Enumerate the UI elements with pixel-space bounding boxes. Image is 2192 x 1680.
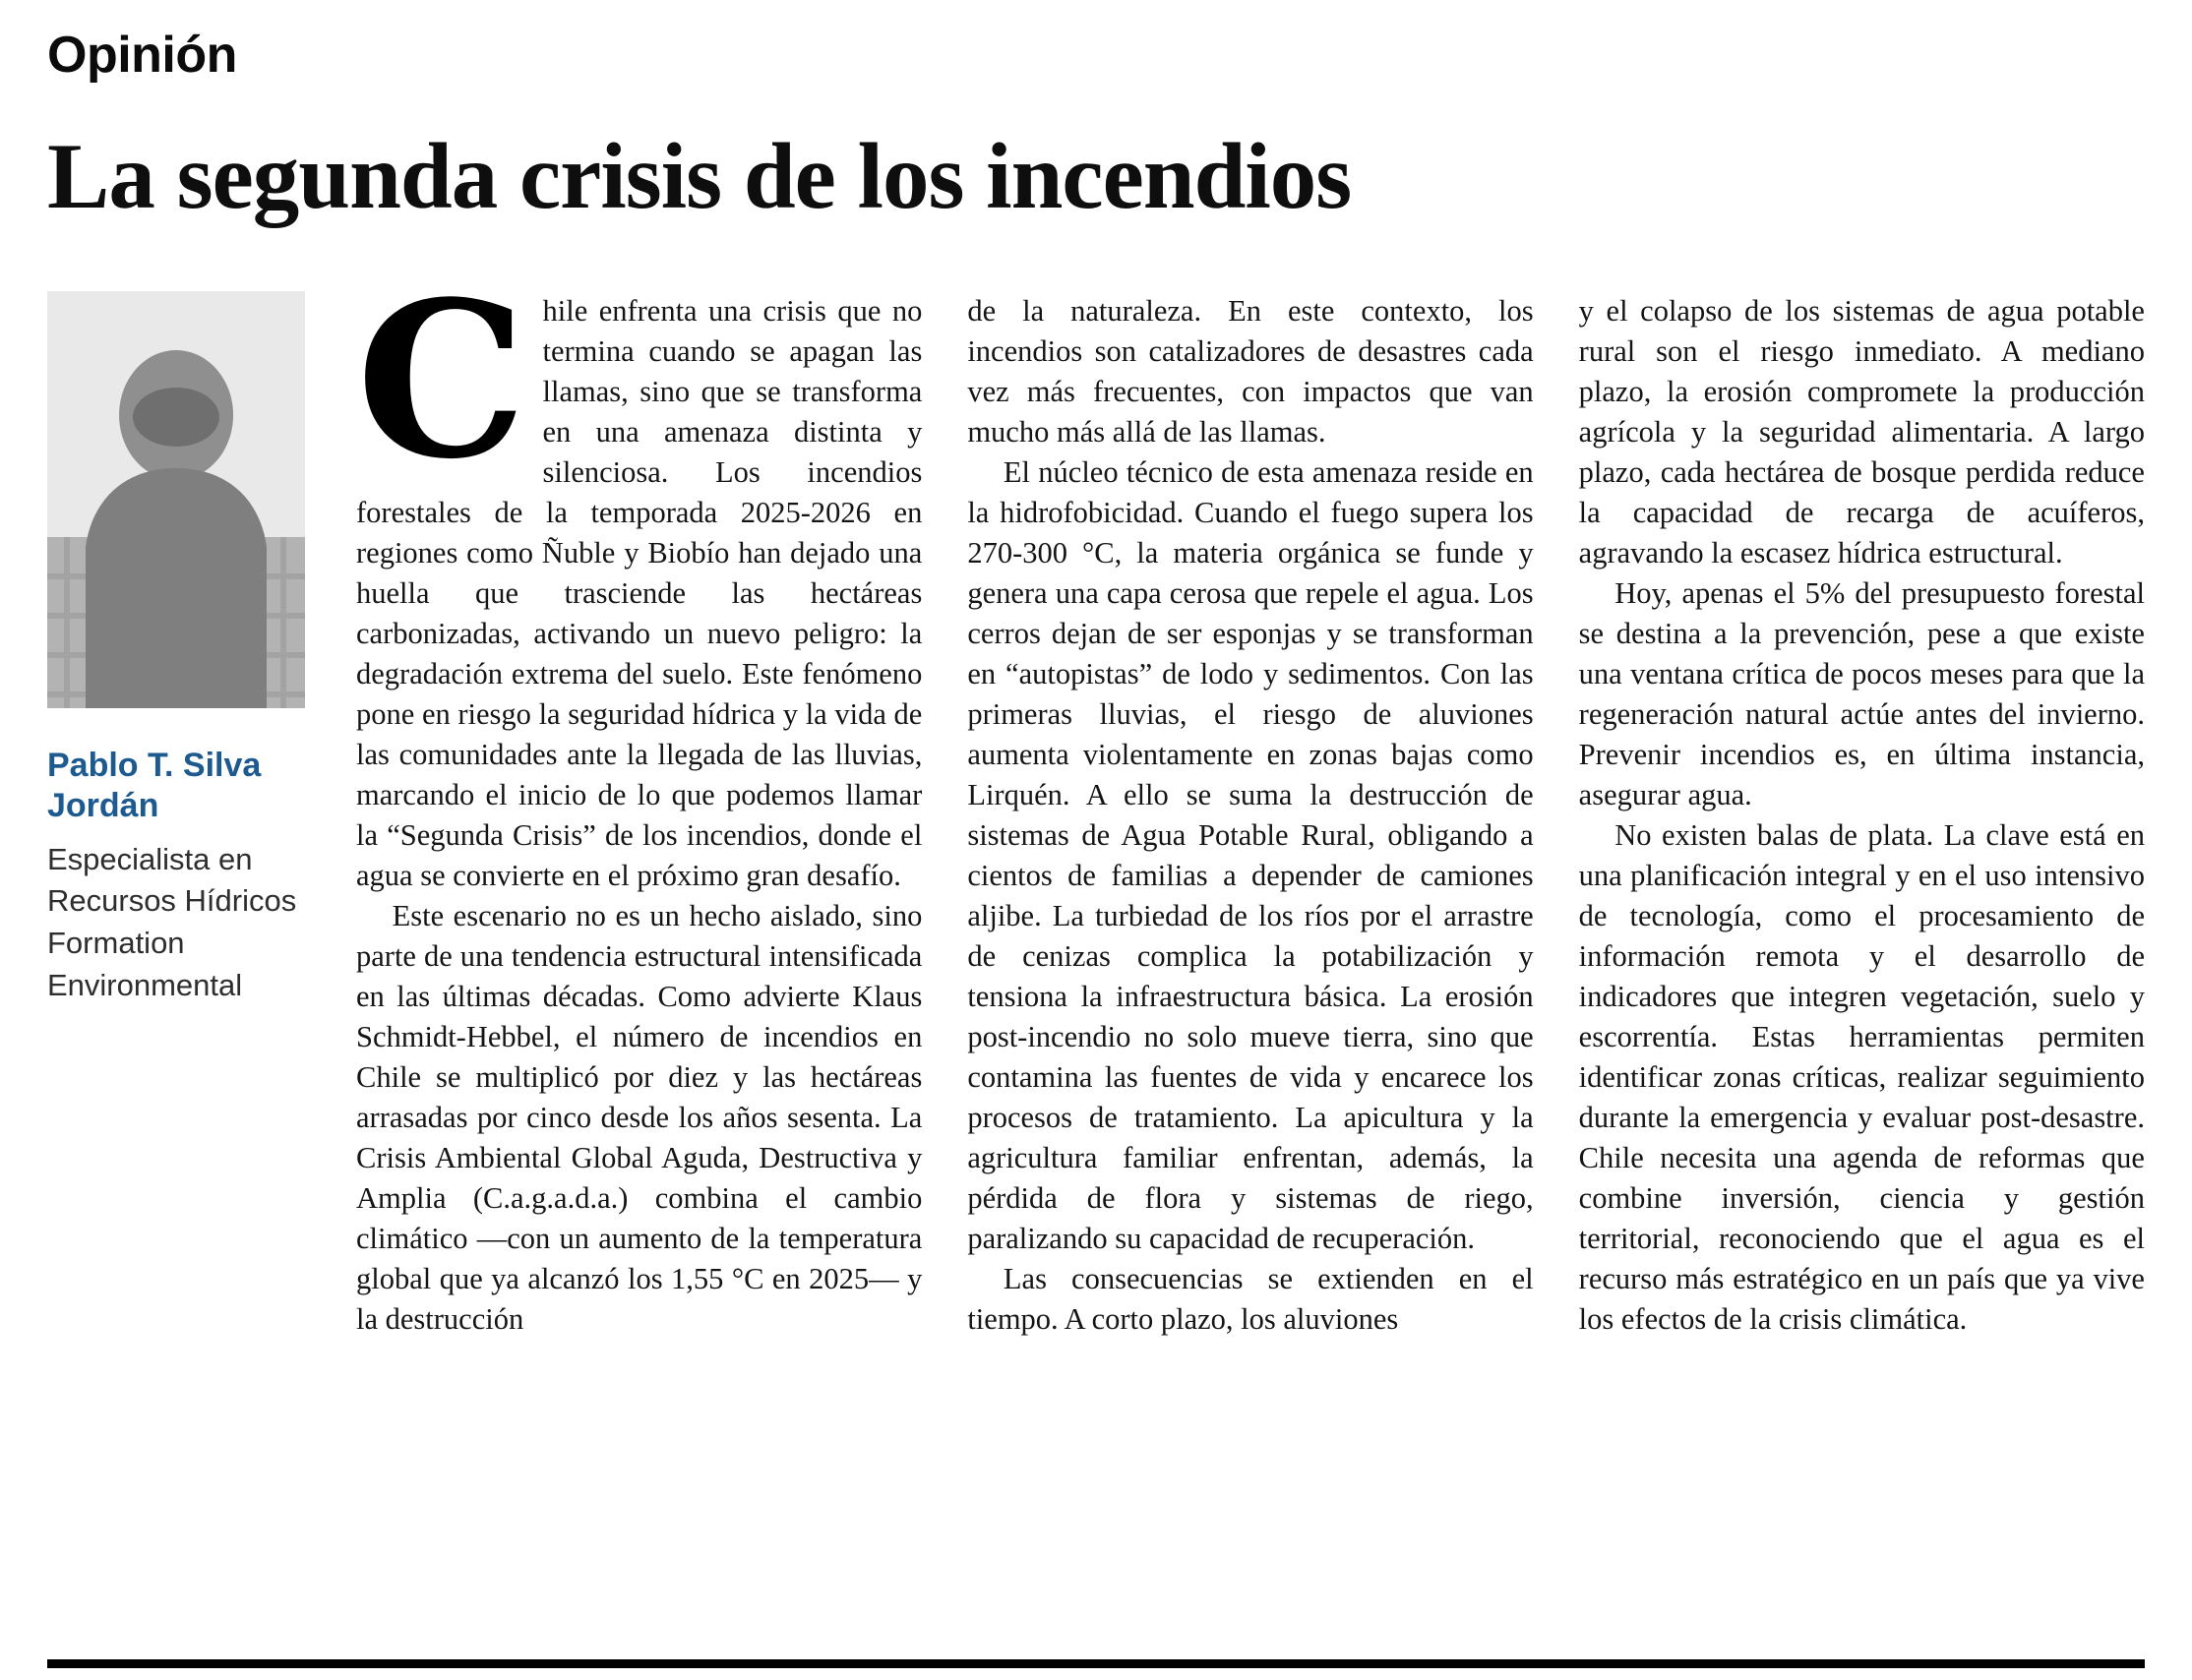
paragraph: Hoy, apenas el 5% del presupuesto forestal se destina a la prevención, pese a que existe una ventana crítica de pocos meses para que la regeneración natural actúe antes del invierno. Prevenir incendios es, en última instancia, asegurar agua. [1578, 575, 2145, 811]
author-name: Pablo T. Silva Jordán [47, 746, 262, 825]
text-column-1 [356, 254, 923, 1340]
paragraph: Este escenario no es un hecho aislado, sino parte de una tendencia estructural intensificada en las últimas décadas. Como advierte Klaus Schmidt-Hebbel, el número de incendios en Chile se multiplicó por diez y las hectáreas arrasadas por cinco desde los años sesenta. La Crisis Ambiental Global Aguda, Destructiva y Amplia (C.a.g.a.d.a.) combina el cambio climático —con un aumento de la temperatura global que ya alcanzó los 1,55 °C en 2025— y la destrucción [356, 898, 923, 1336]
article-body [47, 254, 2145, 1340]
author-role-line: Especialista en Recursos Hídricos [47, 841, 297, 919]
paragraph: Las consecuencias se extienden en el tiempo. A corto plazo, los aluviones [967, 1261, 1534, 1336]
drop-cap: C [356, 254, 527, 507]
section-label: Opinión [47, 27, 237, 84]
paragraph: de la naturaleza. En este contexto, los incendios son catalizadores de desastres cada vez más frecuentes, con impactos que van mucho más allá de las llamas. [967, 293, 1534, 449]
author-role [47, 839, 311, 1007]
paragraph: y el colapso de los sistemas de agua potable rural son el riesgo inmediato. A mediano plazo, la erosión compromete la producción agrícola y la seguridad alimentaria. A largo plazo, cada hectárea de bosque perdida reduce la capacidad de recarga de acuíferos, agravando la escasez hídrica estructural. [1578, 293, 2145, 570]
author-sidebar [47, 291, 311, 1340]
author-photo [47, 291, 305, 708]
paragraph-text: hile enfrenta una crisis que no termina cuando se apagan las llamas, sino que se transforma en una amenaza distinta y silenciosa. Los incendios forestales de la temporada 2025-2026 en regiones como Ñuble y Biobío han dejado una huella que trasciende las hectáreas carbonizadas, activando un nuevo peligro: la degradación extrema del suelo. Este fenómeno pone en riesgo la seguridad hídrica y la vida de las comunidades ante la llegada de las lluvias, marcando el inicio de lo que podemos llamar la “Segunda Crisis” de los incendios, donde el agua se convierte en el próximo gran desafío. [356, 293, 923, 892]
text-column-3 [1579, 291, 2145, 1340]
paragraph: No existen balas de plata. La clave está en una planificación integral y en el uso intensivo de tecnología, como el procesamiento de información remota y el desarrollo de indicadores que integren vegetación, suelo y escorrentía. Estas herramientas permiten identificar zonas críticas, realizar seguimiento durante la emergencia y evaluar post-desastre. Chile necesita una agenda de reformas que combine inversión, ciencia y gestión territorial, reconociendo que el agua es el recurso más estratégico en un país que ya vive los efectos de la crisis climática. [1578, 817, 2145, 1336]
bottom-rule [47, 1659, 2145, 1668]
text-column-2 [967, 291, 1533, 1340]
author-role-line: Formation Environmental [47, 926, 243, 1002]
paragraph: El núcleo técnico de esta amenaza reside en la hidrofobicidad. Cuando el fuego supera los 270-300 °C, la materia orgánica se funde y genera una capa cerosa que repele el agua. Los cerros dejan de ser esponjas y se transforman en “autopistas” de lodo y sedimentos. Con las primeras lluvias, el riesgo de aluviones aumenta violentamente en zonas bajas como Lirquén. A ello se suma la destrucción de sistemas de Agua Potable Rural, obligando a cientos de familias a depender de camiones aljibe. La turbiedad de los ríos por el arrastre de cenizas complica la potabilización y tensiona la infraestructura básica. La erosión post-incendio no solo mueve tierra, sino que contamina las fuentes de vida y encarece los procesos de tratamiento. La apicultura y la agricultura familiar enfrentan, además, la pérdida de flora y sistemas de riego, paralizando su capacidad de recuperación. [967, 454, 1534, 1255]
paragraph [356, 254, 923, 896]
article-headline: La segunda crisis de los incendios [47, 124, 1352, 228]
